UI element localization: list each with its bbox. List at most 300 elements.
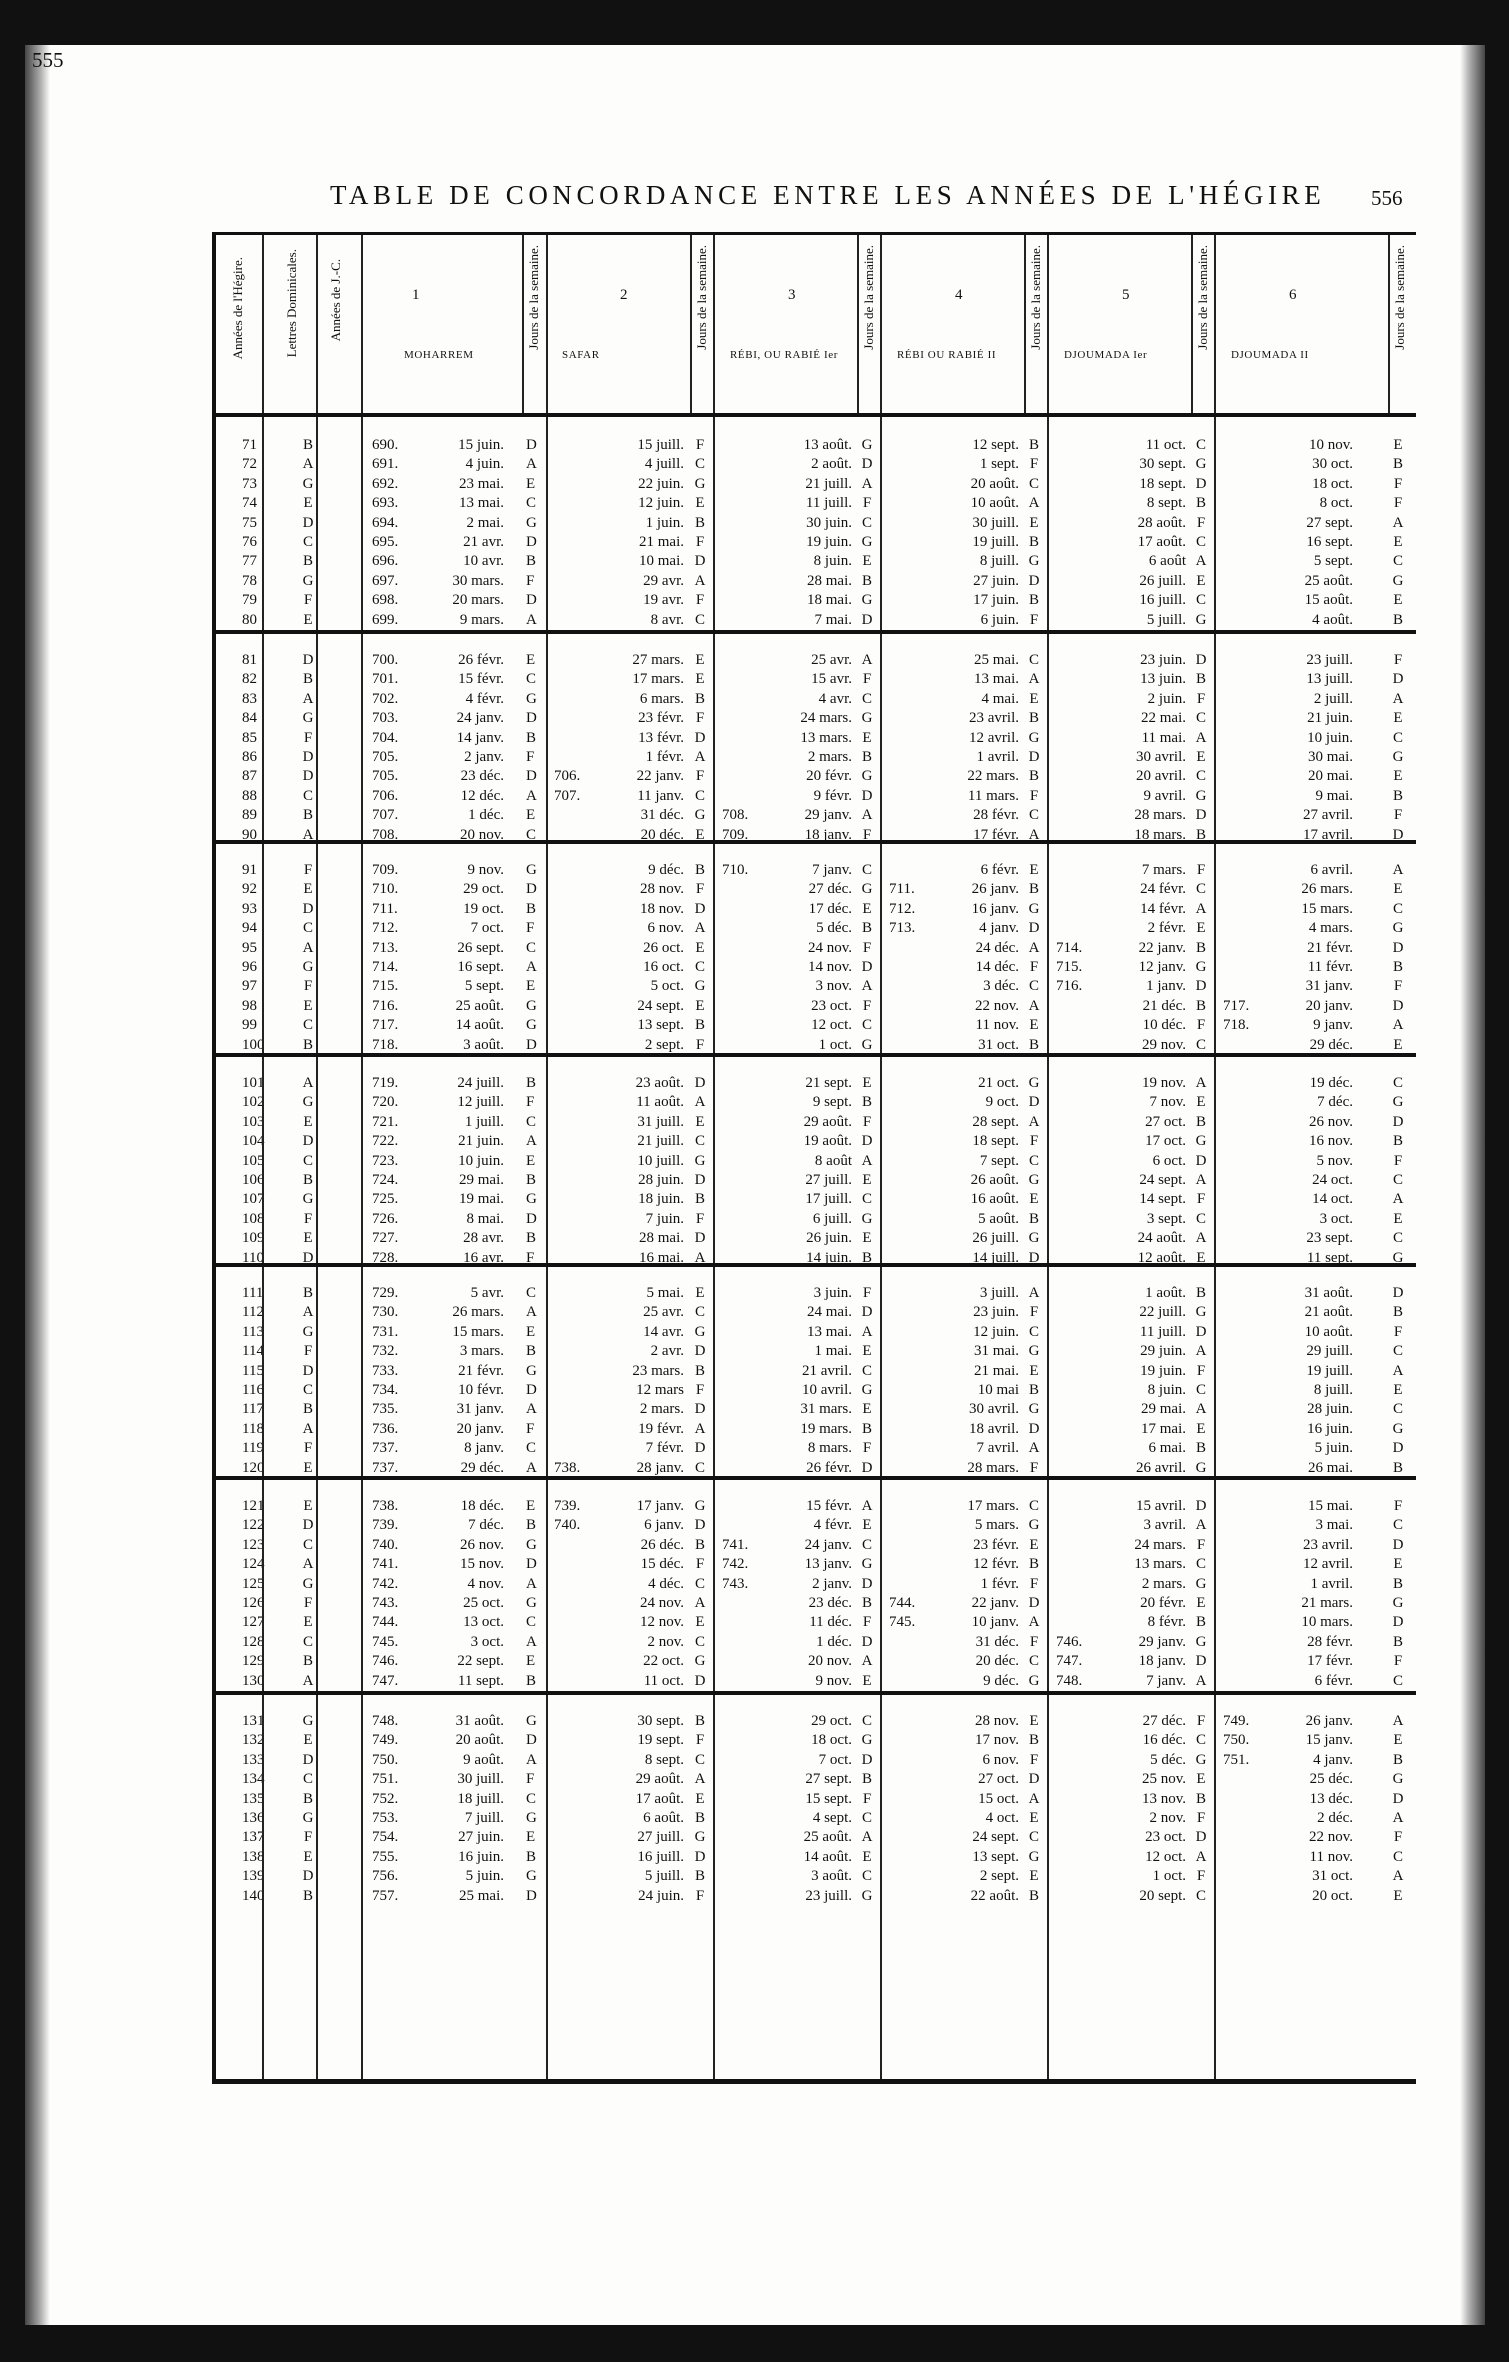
table-row	[216, 1632, 1416, 1652]
month-date: 28 févr.	[1307, 1633, 1353, 1650]
month-number: 4	[955, 287, 963, 303]
month-date: 7 juin.	[645, 1210, 684, 1227]
weekday-letter: F	[695, 768, 705, 785]
dominical-letter: D	[302, 1249, 314, 1266]
weekday-letter: C	[1392, 1343, 1403, 1360]
month-date: 2 janv.	[812, 1575, 852, 1592]
weekday-letter: E	[1393, 592, 1403, 609]
month-date: 4 oct.	[985, 1810, 1019, 1826]
weekday-letter: C	[526, 1790, 537, 1807]
month-date: 4 sept.	[812, 1810, 852, 1826]
month-date: 26 mars.	[1301, 881, 1353, 898]
month-date: 17 déc.	[808, 900, 852, 917]
moharrem-date: 4 juin.	[465, 456, 504, 473]
weekday-letter: A	[1392, 1713, 1404, 1729]
weekday-letter: D	[861, 959, 873, 975]
month-date: 18 janv.	[1138, 1653, 1186, 1670]
month-date: 17 mars.	[632, 671, 684, 688]
dominical-letter: D	[302, 749, 314, 765]
hegire-year: 140	[242, 1887, 265, 1904]
weekday-letter: A	[1028, 826, 1040, 843]
weekday-letter: C	[861, 1362, 872, 1379]
hegire-year: 102	[242, 1094, 265, 1111]
month-date: 28 sept.	[972, 1113, 1019, 1130]
dominical-letter: C	[302, 1152, 313, 1169]
jc-year: 731.	[372, 1323, 399, 1340]
weekday-letter: A	[694, 1420, 706, 1437]
weekday-letter: B	[1195, 1285, 1206, 1301]
weekday-letter: B	[694, 1713, 705, 1729]
jc-year-change: 717.	[1223, 997, 1250, 1014]
weekday-letter: B	[861, 1420, 872, 1437]
weekday-letter: G	[526, 1595, 537, 1611]
weekday-letter: A	[526, 611, 537, 628]
weekday-letter: E	[1029, 1191, 1039, 1208]
moharrem-date: 16 juin.	[458, 1848, 504, 1865]
month-date: 29 juin.	[1140, 1343, 1186, 1360]
weekday-letter: G	[526, 997, 537, 1014]
moharrem-date: 10 juin.	[458, 1152, 504, 1169]
moharrem-date: 23 déc.	[460, 768, 504, 785]
month-date: 23 avril.	[969, 710, 1019, 727]
weekday-letter: E	[862, 1517, 872, 1534]
month-date: 17 juin.	[973, 592, 1019, 609]
weekday-letter: F	[1196, 1362, 1206, 1379]
weekday-letter: F	[1029, 1751, 1039, 1768]
weekday-letter: E	[526, 475, 536, 492]
weekday-letter: D	[1392, 1614, 1404, 1631]
month-date: 12 mars	[636, 1382, 684, 1398]
weekday-letter: B	[1195, 495, 1206, 512]
weekday-letter: B	[526, 1517, 537, 1534]
moharrem-date: 25 mai.	[459, 1887, 504, 1904]
weekday-letter: A	[694, 1595, 706, 1611]
month-date: 7 avril.	[976, 1440, 1019, 1457]
month-date: 13 août.	[803, 437, 852, 453]
month-date: 16 août.	[970, 1191, 1019, 1208]
month-date: 8 juin.	[1147, 1382, 1186, 1398]
moharrem-date: 7 oct.	[470, 920, 504, 937]
weekday-letter: D	[1195, 1323, 1207, 1340]
month-date: 18 oct.	[811, 1732, 852, 1749]
month-date: 24 sept.	[1139, 1172, 1186, 1188]
moharrem-date: 2 mai.	[466, 514, 504, 531]
month-date: 29 janv.	[804, 807, 852, 824]
month-date: 22 nov.	[1308, 1829, 1353, 1846]
jc-year-change: 745.	[889, 1614, 916, 1631]
dominical-letter: E	[303, 1732, 313, 1749]
month-date: 28 mai.	[807, 572, 852, 589]
weekday-letter: F	[862, 1614, 872, 1631]
month-date: 15 févr.	[806, 1498, 852, 1514]
weekday-letter: F	[1196, 1536, 1206, 1553]
jc-year: 707.	[372, 807, 399, 824]
hegire-year: 129	[242, 1653, 265, 1670]
weekday-letter: B	[1195, 826, 1206, 843]
month-name: DJOUMADA Ier	[1064, 349, 1148, 361]
table-row	[216, 1711, 1416, 1731]
month-date: 16 mai.	[639, 1249, 684, 1266]
month-date: 29 nov.	[1141, 1036, 1186, 1053]
month-date: 10 août.	[970, 495, 1019, 512]
table-row	[216, 1015, 1416, 1035]
month-date: 17 mars.	[967, 1498, 1019, 1514]
moharrem-date: 29 oct.	[463, 881, 504, 898]
month-date: 14 sept.	[1139, 1191, 1186, 1208]
weekday-letter: B	[526, 1230, 537, 1247]
weekday-letter: C	[1392, 1401, 1403, 1418]
weekday-letter: B	[1028, 1036, 1039, 1053]
month-date: 11 août.	[636, 1094, 684, 1111]
moharrem-date: 20 nov.	[459, 826, 504, 843]
moharrem-date: 19 oct.	[463, 900, 504, 917]
weekday-letter: F	[1393, 978, 1403, 995]
weekday-letter: B	[1028, 1210, 1039, 1227]
weekday-letter: E	[1393, 437, 1403, 453]
weekday-letter: A	[861, 1653, 873, 1670]
month-date: 11 juill.	[805, 495, 852, 512]
weekday-letter: C	[1195, 881, 1206, 898]
weekday-letter: G	[1392, 1094, 1404, 1111]
month-date: 7 févr.	[645, 1440, 684, 1457]
month-date: 30 mai.	[1308, 749, 1353, 765]
month-date: 19 sept.	[637, 1732, 684, 1749]
month-date: 29 avr.	[643, 572, 684, 589]
weekday-letter: D	[1028, 1249, 1040, 1266]
month-date: 4 mai.	[981, 690, 1019, 707]
weekday-letter: C	[526, 495, 537, 512]
hegire-year: 106	[242, 1172, 265, 1188]
month-date: 4 août.	[1312, 611, 1353, 628]
moharrem-date: 9 nov.	[467, 862, 504, 878]
weekday-letter: C	[861, 1017, 872, 1034]
month-date: 4 janv.	[979, 920, 1019, 937]
hegire-year: 132	[242, 1732, 265, 1749]
table-row	[216, 1380, 1416, 1400]
weekday-letter: F	[526, 749, 535, 765]
month-date: 27 déc.	[1142, 1713, 1186, 1729]
jc-year: 755.	[372, 1848, 399, 1865]
month-date: 9 déc.	[648, 862, 684, 878]
month-date: 30 avril.	[969, 1401, 1019, 1418]
jc-year: 717.	[372, 1017, 399, 1034]
month-date: 20 févr.	[806, 768, 852, 785]
weekday-letter: B	[1392, 959, 1403, 975]
dominical-letter: E	[303, 1848, 313, 1865]
month-date: 11 févr.	[1307, 959, 1353, 975]
weekday-letter: B	[861, 1595, 872, 1611]
table-row	[216, 1671, 1416, 1691]
month-date: 6 juill.	[812, 1210, 852, 1227]
weekday-letter: D	[1392, 1536, 1404, 1553]
weekday-letter: C	[694, 787, 705, 804]
group-rule	[216, 1476, 1416, 1480]
moharrem-date: 22 sept.	[457, 1653, 504, 1670]
month-date: 23 juill.	[1306, 652, 1353, 668]
month-date: 21 mars.	[1301, 1595, 1353, 1611]
weekday-letter: C	[1028, 1152, 1039, 1169]
hegire-year: 138	[242, 1848, 265, 1865]
dominical-letter: F	[303, 862, 313, 878]
weekday-letter: A	[1195, 1343, 1207, 1360]
month-date: 19 déc.	[1309, 1075, 1353, 1091]
hegire-year: 135	[242, 1790, 265, 1807]
weekday-letter: G	[1195, 959, 1207, 975]
jc-year: 738.	[372, 1498, 399, 1514]
dominical-letter: B	[302, 1036, 313, 1053]
month-date: 31 août.	[1304, 1285, 1353, 1301]
month-date: 31 mars.	[800, 1401, 852, 1418]
weekday-letter: C	[694, 1459, 705, 1476]
month-date: 3 juin.	[813, 1285, 852, 1301]
month-date: 10 avril.	[802, 1382, 852, 1398]
weekday-letter: E	[862, 1401, 872, 1418]
dominical-letter: C	[302, 1382, 313, 1398]
weekday-letter: G	[861, 1210, 873, 1227]
month-date: 14 nov.	[807, 959, 852, 975]
month-name: MOHARREM	[404, 349, 474, 361]
month-date: 29 août.	[635, 1771, 684, 1788]
weekday-letter: F	[1196, 862, 1206, 878]
weekday-letter: B	[1195, 1113, 1206, 1130]
weekday-letter: B	[1392, 1133, 1403, 1150]
dominical-letter: F	[303, 1440, 313, 1457]
table-row	[216, 610, 1416, 630]
weekday-letter: B	[526, 1075, 537, 1091]
jc-year-change: 749.	[1223, 1713, 1250, 1729]
month-date: 5 déc.	[1150, 1751, 1186, 1768]
month-date: 9 nov.	[815, 1672, 852, 1689]
hegire-year: 125	[242, 1575, 265, 1592]
jc-year: 699.	[372, 611, 399, 628]
weekday-letter: D	[694, 1343, 706, 1360]
month-date: 27 oct.	[978, 1771, 1019, 1788]
dominical-letter: G	[302, 710, 314, 727]
weekday-letter: E	[526, 652, 536, 668]
jc-year: 690.	[372, 437, 399, 453]
weekday-letter: A	[1195, 1672, 1207, 1689]
weekday-letter: B	[1028, 710, 1039, 727]
weekday-letter: B	[1392, 1575, 1403, 1592]
weekday-letter: E	[1196, 749, 1206, 765]
jc-year: 726.	[372, 1210, 399, 1227]
weekday-letter: C	[1195, 534, 1206, 550]
month-date: 5 oct.	[650, 978, 684, 995]
dominical-letter: A	[302, 1304, 314, 1321]
weekday-letter: C	[1392, 553, 1403, 570]
weekday-letter: G	[861, 1887, 873, 1904]
weekday-letter: D	[526, 1210, 537, 1227]
month-date: 12 août.	[1137, 1249, 1186, 1266]
month-date: 26 juill.	[1139, 572, 1186, 589]
month-date: 1 août.	[1145, 1285, 1186, 1301]
month-date: 2 mars.	[807, 749, 852, 765]
weekday-letter: E	[526, 1653, 536, 1670]
jc-year: 714.	[372, 959, 399, 975]
hegire-year: 73	[242, 475, 257, 492]
weekday-letter: D	[694, 1230, 706, 1247]
hegire-header: Années de l'Hégire.	[230, 257, 245, 360]
month-date: 9 févr.	[813, 787, 852, 804]
jc-year: 730.	[372, 1304, 399, 1321]
month-date: 15 avril.	[1136, 1498, 1186, 1514]
dominical-letter: F	[303, 729, 313, 746]
moharrem-date: 1 juill.	[464, 1113, 504, 1130]
weekday-letter: C	[1392, 729, 1403, 746]
weekday-letter: D	[1392, 1440, 1404, 1457]
month-date: 25 août.	[1304, 572, 1353, 589]
month-date: 23 déc.	[808, 1595, 852, 1611]
month-number: 1	[412, 287, 420, 303]
weekday-letter: D	[861, 611, 873, 628]
hegire-year: 113	[242, 1323, 264, 1340]
weekday-letter: C	[1195, 710, 1206, 727]
month-date: 2 sept.	[979, 1868, 1019, 1885]
month-date: 8 sept.	[644, 1751, 684, 1768]
weekday-letter: G	[1028, 1075, 1040, 1091]
table-row	[216, 1827, 1416, 1847]
dominical-letter: B	[302, 1653, 313, 1670]
month-date: 22 nov.	[974, 997, 1019, 1014]
jours-column-rule	[1191, 235, 1193, 415]
month-date: 29 mai.	[1141, 1401, 1186, 1418]
moharrem-date: 20 mars.	[452, 592, 504, 609]
month-date: 29 juill.	[1306, 1343, 1353, 1360]
weekday-letter: G	[526, 1017, 537, 1034]
month-date: 13 févr.	[638, 729, 684, 746]
month-date: 1 févr.	[645, 749, 684, 765]
month-date: 27 oct.	[1145, 1113, 1186, 1130]
weekday-letter: E	[526, 1829, 536, 1846]
month-date: 15 juill.	[637, 437, 684, 453]
month-date: 28 mars.	[967, 1459, 1019, 1476]
jc-year: 729.	[372, 1285, 399, 1301]
weekday-letter: D	[1028, 920, 1040, 937]
weekday-letter: E	[862, 1075, 872, 1091]
dominical-letter: F	[303, 592, 313, 609]
jc-year-change: 739.	[554, 1498, 581, 1514]
hegire-year: 71	[242, 437, 257, 453]
moharrem-date: 9 août.	[463, 1751, 504, 1768]
moharrem-date: 24 janv.	[456, 710, 504, 727]
month-date: 8 oct.	[1319, 495, 1353, 512]
hegire-year: 121	[242, 1498, 265, 1514]
month-date: 16 nov.	[1308, 1133, 1353, 1150]
month-date: 21 juill.	[805, 475, 852, 492]
month-date: 31 janv.	[1305, 978, 1353, 995]
weekday-letter: E	[1029, 690, 1039, 707]
month-date: 9 janv.	[1313, 1017, 1353, 1034]
weekday-letter: C	[526, 671, 537, 688]
hegire-year: 75	[242, 514, 257, 531]
month-date: 2 févr.	[1147, 920, 1186, 937]
month-date: 31 juill.	[637, 1113, 684, 1130]
weekday-letter: D	[526, 710, 537, 727]
table-row	[216, 1131, 1416, 1151]
hegire-year: 124	[242, 1556, 265, 1573]
moharrem-date: 23 mai.	[459, 475, 504, 492]
moharrem-date: 4 nov.	[467, 1575, 504, 1592]
weekday-letter: G	[694, 1498, 706, 1514]
weekday-letter: D	[1195, 1653, 1207, 1670]
month-date: 12 oct.	[1145, 1848, 1186, 1865]
table-row	[216, 1438, 1416, 1458]
month-date: 4 janv.	[1313, 1751, 1353, 1768]
weekday-letter: B	[861, 1249, 872, 1266]
month-date: 31 déc.	[640, 807, 684, 824]
jc-year-change: 712.	[889, 900, 916, 917]
jc-year-change: 707.	[554, 787, 581, 804]
month-date: 18 sept.	[972, 1133, 1019, 1150]
weekday-letter: F	[1393, 1323, 1403, 1340]
jc-year: 708.	[372, 826, 399, 843]
table-row	[216, 1073, 1416, 1093]
table-row	[216, 1322, 1416, 1342]
month-date: 17 juill.	[805, 1191, 852, 1208]
weekday-letter: D	[526, 534, 537, 550]
weekday-letter: G	[1195, 1575, 1207, 1592]
month-date: 26 janv.	[1305, 1713, 1353, 1729]
jc-year-change: 716.	[1056, 978, 1083, 995]
month-date: 24 sept.	[972, 1829, 1019, 1846]
weekday-letter: G	[526, 1713, 537, 1729]
weekday-letter: C	[861, 1810, 872, 1826]
month-date: 9 sept.	[812, 1094, 852, 1111]
month-date: 24 août.	[1137, 1230, 1186, 1247]
weekday-letter: A	[1028, 1285, 1040, 1301]
month-date: 9 déc.	[983, 1672, 1019, 1689]
jc-year-change: 710.	[722, 862, 749, 878]
month-date: 16 oct.	[643, 959, 684, 975]
dominical-letter: F	[303, 1829, 313, 1846]
weekday-letter: B	[1195, 671, 1206, 688]
weekday-letter: C	[1392, 1517, 1403, 1534]
weekday-letter: E	[1029, 514, 1039, 531]
weekday-letter: A	[526, 1459, 537, 1476]
month-date: 7 sept.	[979, 1152, 1019, 1169]
hegire-year: 84	[242, 710, 257, 727]
weekday-letter: C	[1392, 1848, 1403, 1865]
month-date: 18 mai.	[807, 592, 852, 609]
month-date: 7 oct.	[818, 1751, 852, 1768]
hegire-year: 87	[242, 768, 257, 785]
weekday-letter: F	[695, 1556, 705, 1573]
jours-column-rule	[690, 235, 692, 415]
table-row	[216, 1209, 1416, 1229]
month-date: 18 janv.	[804, 826, 852, 843]
month-date: 20 oct.	[1312, 1887, 1353, 1904]
dominical-letter: G	[302, 1810, 314, 1826]
weekday-letter: D	[694, 1517, 706, 1534]
month-date: 18 oct.	[1312, 475, 1353, 492]
hegire-year: 79	[242, 592, 257, 609]
weekday-letter: B	[1392, 611, 1403, 628]
dominical-letter: C	[302, 1536, 313, 1553]
jc-year-change: 740.	[554, 1517, 581, 1534]
month-date: 12 juin.	[973, 1323, 1019, 1340]
hegire-year: 110	[242, 1249, 264, 1266]
weekday-letter: D	[861, 1459, 873, 1476]
hegire-year: 130	[242, 1672, 265, 1689]
weekday-letter: F	[1029, 1304, 1039, 1321]
month-date: 6 juin.	[980, 611, 1019, 628]
month-date: 22 juin.	[638, 475, 684, 492]
weekday-letter: F	[1196, 690, 1206, 707]
weekday-letter: G	[861, 592, 873, 609]
weekday-letter: C	[1392, 900, 1403, 917]
weekday-letter: G	[1195, 1304, 1207, 1321]
weekday-letter: E	[1196, 1420, 1206, 1437]
